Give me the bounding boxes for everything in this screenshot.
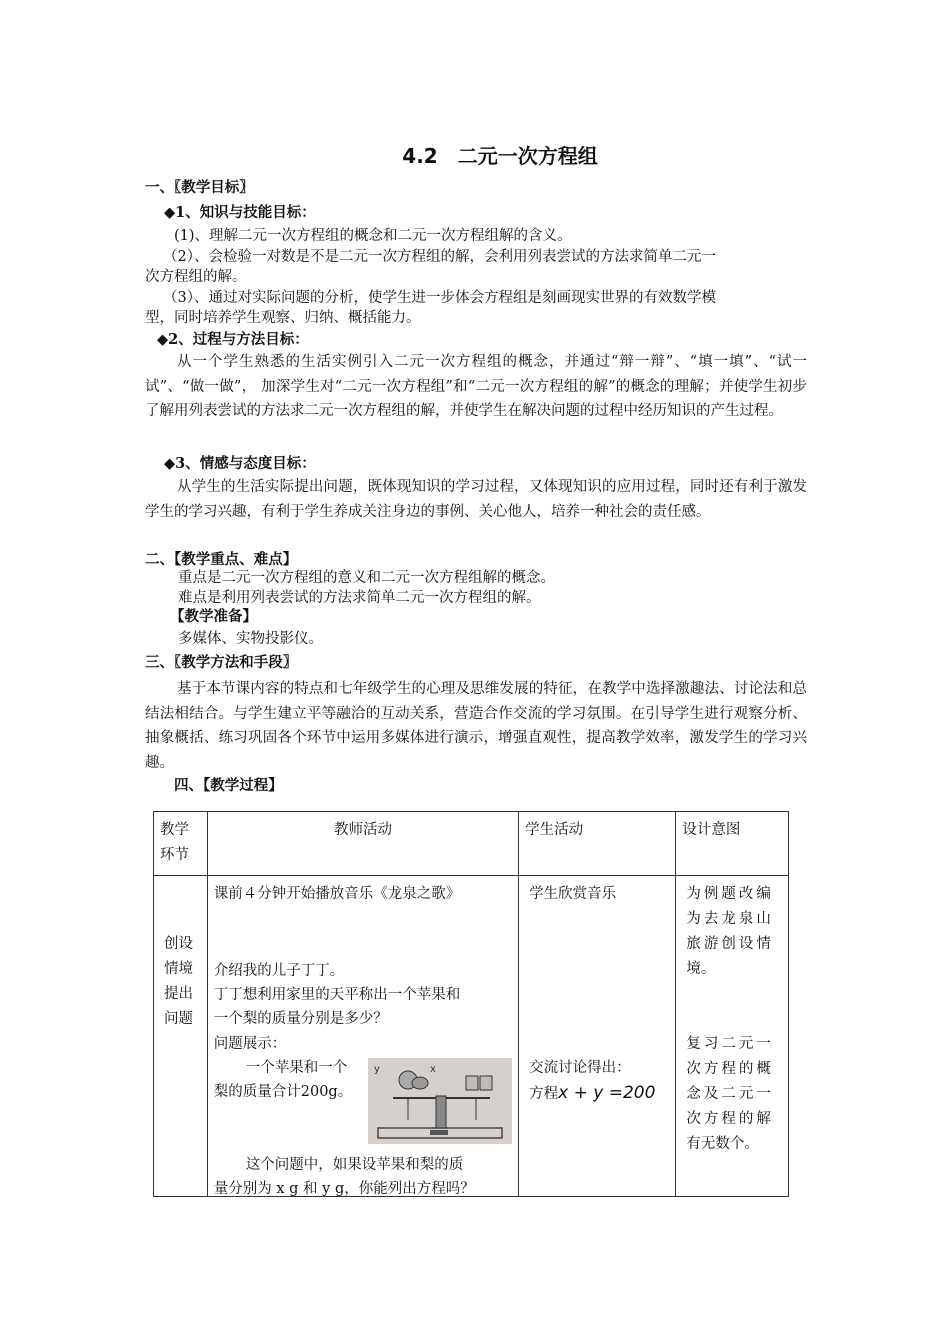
student-activity-cell <box>519 876 676 1197</box>
key-point: 重点是二元一次方程组的意义和二元一次方程组解的概念。 <box>178 570 555 586</box>
goal-1-item-1: (1)、理解二元一次方程组的概念和二元一次方程组解的含义。 <box>174 228 572 244</box>
intent-line: 为去龙泉山 <box>686 911 774 927</box>
teacher-question-line2: 一个梨的质量分别是多少？ <box>213 1011 388 1027</box>
stage-line: 提出 <box>164 986 193 1002</box>
student-equation-line <box>529 1081 655 1107</box>
teacher-activity-cell <box>207 876 518 1197</box>
stage-line: 问题 <box>164 1011 193 1027</box>
student-enjoy: 学生欣赏音乐 <box>529 886 617 902</box>
goal-1-item-2-line2: 次方程组的解。 <box>145 269 247 285</box>
student-discuss: 交流讨论得出： <box>529 1060 631 1076</box>
intent-line: 旅游创设情 <box>686 936 774 952</box>
difficult-point: 难点是利用列表尝试的方法求简单二元一次方程组的解。 <box>178 590 541 606</box>
intent-line: 为例题改编 <box>686 886 774 902</box>
intent-line: 有无数个。 <box>686 1136 759 1152</box>
intent-line: 次方程的解 <box>686 1111 774 1127</box>
teacher-ask-line1: 这个问题中，如果设苹果和梨的质 <box>245 1157 464 1173</box>
stage-line: 情境 <box>164 961 193 977</box>
goal-1-heading: ◆1、知识与技能目标： <box>164 204 316 221</box>
teacher-apple-line1: 一个苹果和一个 <box>245 1060 348 1076</box>
section-3-heading: 三、〖教学方法和手段〗 <box>145 654 298 671</box>
intent-line: 复习二元一 <box>686 1036 774 1052</box>
goal-2-heading: ◆2、过程与方法目标： <box>157 331 309 348</box>
goal-3-paragraph: 从学生的生活实际提出问题，既体现知识的学习过程，又体现知识的应用过程，同时还有利于激发学生的学习兴趣，有利于学生养成关注身边的事例、关心他人，培养一种社会的责任感。 <box>145 479 807 520</box>
header-teacher: 教师活动 <box>207 812 518 876</box>
section-4-heading: 四、【教学过程】 <box>174 777 283 794</box>
intent-line: 境。 <box>686 961 716 977</box>
design-intent-cell <box>676 876 789 1197</box>
header-intent: 设计意图 <box>676 812 789 876</box>
goal-1-item-2-line1: （2）、会检验一对数是不是二元一次方程组的解，会利用列表尝试的方法求简单二元一 <box>163 249 716 265</box>
intent-line: 念及二元一 <box>686 1086 774 1102</box>
header-stage <box>154 812 208 876</box>
header-stage-line1: 教学 <box>160 822 189 838</box>
document-title: 4.2 二元一次方程组 <box>402 144 598 168</box>
table-row <box>154 876 789 1197</box>
intent-line: 次方程的概 <box>686 1061 774 1077</box>
balance-scale-image <box>368 1058 512 1144</box>
teacher-show: 问题展示： <box>213 1036 287 1052</box>
equation: x + y =200 <box>558 1083 656 1103</box>
goal-1-item-3-line2: 型，同时培养学生观察、归纳、概括能力。 <box>145 310 421 326</box>
section-3-paragraph: 基于本节课内容的特点和七年级学生的心理及思维发展的特征，在教学中选择激趣法、讨论法和总结法相结合。与学生建立平等融洽的互动关系，营造合作交流的学习氛围。在引导学生进行观察分析、抽象概括、练习巩固各个环节中运用多媒体进行演示，增强直观性，提高教学效率，激发学生的学习兴趣。 <box>145 681 807 771</box>
teacher-music: 课前４分钟开始播放音乐《龙泉之歌》 <box>213 886 461 902</box>
preparation-text: 多媒体、实物投影仪。 <box>178 631 323 647</box>
section-1-heading: 一、〖教学目标〗 <box>145 179 254 196</box>
table-header-row <box>154 812 789 876</box>
svg-text:x: x <box>429 1064 436 1075</box>
header-stage-line2: 环节 <box>160 847 189 863</box>
goal-3-heading: ◆3、情感与态度目标： <box>164 455 316 472</box>
stage-cell <box>154 876 208 1197</box>
lesson-process-table <box>153 811 789 1197</box>
teacher-question-line1: 丁丁想利用家里的天平称出一个苹果和 <box>213 987 461 1003</box>
teacher-intro: 介绍我的儿子丁丁。 <box>213 963 345 979</box>
header-student: 学生活动 <box>519 812 676 876</box>
goal-2-paragraph: 从一个学生熟悉的生活实例引入二元一次方程组的概念，并通过“辩一辩”、“填一填”、“试一试”、“做一做”， 加深学生对“二元一次方程组”和“二元一次方程组的解”的概念的理解；并使学生初步了解用列表尝试的方法求二元一次方程组的解，并使学生在解决问题的过程中经历知识的产生过程。 <box>145 354 807 419</box>
teacher-apple-line2: 梨的质量合计200g。 <box>213 1084 353 1100</box>
equation-label: 方程 <box>529 1086 559 1102</box>
stage-line: 创设 <box>164 936 193 952</box>
teacher-ask-line2: 量分别为 x g 和 y g，你能列出方程吗？ <box>213 1181 475 1197</box>
preparation-heading: 【教学准备】 <box>170 608 257 625</box>
svg-text:y: y <box>373 1064 380 1075</box>
goal-1-item-3-line1: （3）、通过对实际问题的分析，使学生进一步体会方程组是刻画现实世界的有效数学模 <box>163 290 716 306</box>
section-2-heading: 二、【教学重点、难点】 <box>145 551 298 568</box>
